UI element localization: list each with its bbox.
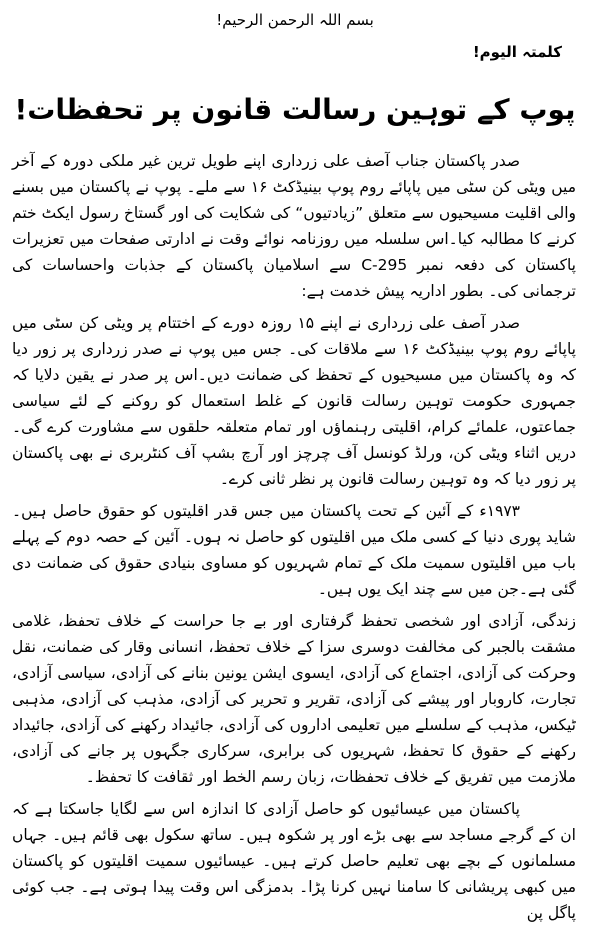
article-paragraph: ۱۹۷۳ء کے آئین کے تحت پاکستان میں جس قدر اقلیتوں کو حقوق حاصل ہیں۔ شاید پوری دنیا کے کسی ملک میں اقلیتوں کو حاصل نہ ہوں۔ آئین کے حصہ دوم کے پہلے باب میں اقلیتوں سمیت ملک کے تمام شہریوں کو مساوی بنیادی حقوق کی ضمانت دی گئی ہے۔جن میں سے چند ایک یوں ہیں۔ <box>12 502 576 598</box>
article-paragraph: زندگی، آزادی اور شخصی تحفظ گرفتاری اور بے جا حراست کے خلاف تحفظ، غلامی مشقت بالجبر کی مخالفت دوسری سزا کے خلاف تحفظ، انسانی وقار کی ضمانت، نقل وحرکت کی آزادی، اجتماع کی آزادی، ایسوی ایشن یونین بنانے کی آزادی، سیاسی آزادی، تجارت، کاروبار اور پیشے کی آزادی، تقریر و تحریر کی آزادی، مذہب کی آزادی، مذہبی ٹیکس، مذہب کے سلسلے میں تعلیمی اداروں کی آزادی، جائیداد رکھنے کی آزادی، جائیداد رکھنے کے حقوق کا تحفظ، شہریوں کی برابری، سرکاری جگہوں پر جانے کی آزادی، ملازمت میں تفریق کے خلاف تحفظات، زبان رسم الخط اور ثقافت کا تحفظ۔ <box>12 612 576 786</box>
bismillah-heading: بسم اللہ الرحمن الرحیم! <box>216 11 374 29</box>
column-name: کلمتہ الیوم! <box>472 43 562 61</box>
article-paragraph: پاکستان میں عیسائیوں کو حاصل آزادی کا اندازہ اس سے لگایا جاسکتا ہے کہ ان کے گرجے مساجد سے بھی بڑے اور پر شکوہ ہیں۔ ساتھ سکول بھی قائم ہیں۔ جہاں مسلمانوں کے بچے بھی تعلیم حاصل کرتے ہیں۔ عیسائیوں سمیت اقلیتوں کو پاکستان میں کبھی پریشانی کا سامنا نہیں کرنا پڑا۔ بدمزگی اس وقت پیدا ہوتی ہے۔ جب کوئی پاگل پن <box>12 800 576 922</box>
article-paragraph: صدر پاکستان جناب آصف علی زرداری اپنے طویل ترین غیر ملکی دورہ کے آخر میں ویٹی کن سٹی میں پاپائے روم پوپ بینیڈکٹ ۱۶ سے ملے۔ پوپ نے پاکستان میں بسنے والی اقلیت مسیحیوں سے متعلق ”زیادتیوں“ کی شکایت کی اور گستاخ رسول ایکٹ ختم کرنے کا مطالبہ کیا۔اس سلسلہ میں روزنامہ نوائے وقت نے ادارتی صفحات میں تعزیرات پاکستان کی دفعہ نمبر 295-C سے اسلامیان پاکستان کے جذبات واحساسات کی ترجمانی کی۔ بطور اداریہ پیش خدمت ہے: <box>12 152 577 300</box>
article-body <box>12 148 576 932</box>
article-paragraph: صدر آصف علی زرداری نے اپنے ۱۵ روزہ دورے کے اختتام پر ویٹی کن سٹی میں پاپائے روم پوپ بینیڈکٹ ۱۶ سے ملاقات کی۔ جس میں پوپ نے صدر زرداری پر زور دیا کہ وہ پاکستان میں مسیحیوں کے تحفظ کی ضمانت دیں۔اس پر صدر نے یقین دلایا کہ جمہوری حکومت توہین رسالت قانون کے غلط استعمال کو روکنے کے لئے سیاسی جماعتوں، علمائے کرام، اقلیتی رہنماؤں اور تمام متعلقہ حلقوں سے مشاورت کرے گی۔ دریں اثناء ویٹی کن، ورلڈ کونسل آف چرچز اور آرچ بشپ آف کنٹربری نے بھی پاکستان پر زور دیا کہ وہ توہین رسالت قانون پر نظر ثانی کرے۔ <box>12 314 576 488</box>
article-headline: پوپ کے توہین رسالت قانون پر تحفظات! <box>14 93 576 126</box>
